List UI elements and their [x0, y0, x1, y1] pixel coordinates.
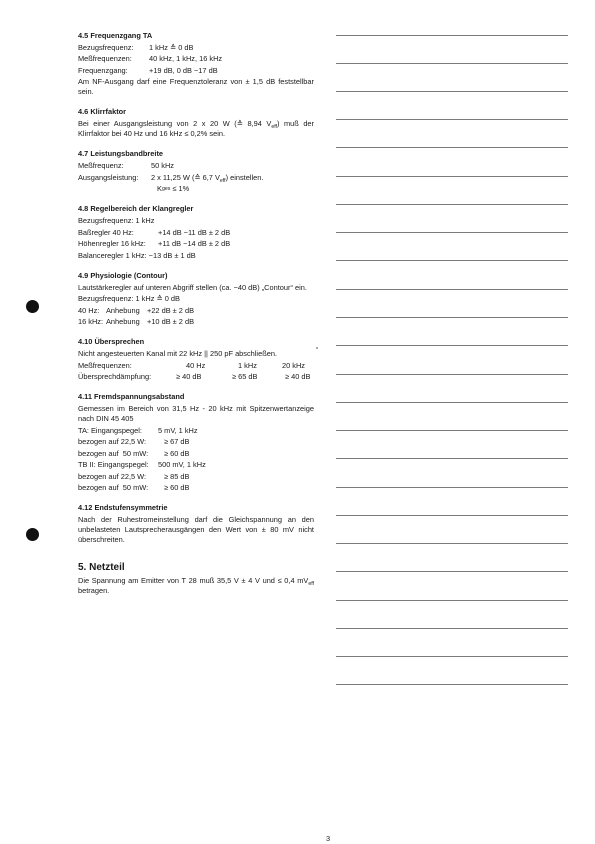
note-line — [336, 684, 568, 685]
value-text: 2 x 11,25 W (≙ 6,7 V — [151, 172, 220, 182]
section-heading: 4.10 Übersprechen — [78, 337, 145, 347]
section-klirrfaktor — [78, 107, 314, 139]
spec-value: ≤ 1% — [172, 184, 190, 194]
spec-value: +22 dB ± 2 dB — [147, 305, 194, 315]
damping-value: ≥ 40 dB — [176, 372, 202, 382]
note-line — [336, 402, 568, 403]
spec-value: +14 dB −11 dB ± 2 dB — [158, 227, 231, 237]
spec-label: Ausgangsleistung: — [78, 172, 139, 182]
paragraph-text: ) muß der Klirrfaktor bei 40 Hz und 16 kHz ≤ 0,2% sein. — [78, 119, 314, 139]
section-frequenzgang-ta — [78, 31, 314, 97]
spec-value: +11 dB −14 dB ± 2 dB — [158, 239, 231, 249]
spec-value: 50 kHz — [151, 161, 175, 171]
paragraph: Nicht angesteuerten Kanal mit 22 kHz || 250 pF abschließen. — [78, 349, 277, 359]
spec-row — [78, 239, 314, 249]
note-line — [336, 515, 568, 516]
note-line — [336, 458, 568, 459]
spec-row — [78, 54, 314, 64]
spec-row — [78, 361, 314, 371]
spec-row — [78, 483, 314, 493]
paragraph-text: Bei einer Ausgangsleistung von 2 x 20 W (≙ 8,94 V — [78, 119, 272, 129]
spec-value: 500 mV, 1 kHz — [158, 460, 206, 470]
section-heading: 4.9 Physiologie (Contour) — [78, 270, 168, 280]
note-line — [336, 204, 568, 205]
section-fremdspannungsabstand — [78, 392, 314, 493]
spec-row — [78, 184, 314, 194]
paragraph: Lautstärkeregler auf unteren Abgriff stellen (ca. −40 dB) „Contour“ ein. — [78, 282, 307, 292]
spec-value: +10 dB ± 2 dB — [147, 317, 194, 327]
note-line — [336, 317, 568, 318]
paragraph — [78, 119, 314, 139]
note-line — [336, 345, 568, 346]
note-line — [336, 628, 568, 629]
spec-value: ≥ 67 dB — [164, 437, 190, 447]
spec-label: bezogen auf 50 mW: — [78, 448, 149, 458]
spec-value: ≥ 85 dB — [164, 471, 190, 481]
section-heading: 4.8 Regelbereich der Klangregler — [78, 204, 194, 214]
note-line — [336, 91, 568, 92]
spec-row — [78, 472, 314, 482]
note-line — [336, 63, 568, 64]
spec-label: Bezugsfrequenz: — [78, 42, 134, 52]
note-line — [336, 600, 568, 601]
spec-label: bezogen auf 22,5 W: — [78, 437, 147, 447]
note-line — [336, 374, 568, 375]
spec-row — [78, 449, 314, 459]
page-number: 3 — [326, 834, 331, 843]
spec-row — [78, 173, 314, 183]
note-line — [336, 35, 568, 36]
spec-row — [78, 437, 314, 447]
spec-row — [78, 317, 314, 327]
damping-value: ≥ 40 dB — [285, 372, 311, 382]
spec-row — [78, 372, 314, 382]
spec-value — [151, 173, 263, 183]
note-line — [336, 571, 568, 572]
paragraph: Gemessen im Bereich von 31,5 Hz - 20 kHz mit Spitzenwertanzeige nach DIN 45 405 — [78, 404, 314, 424]
section-regelbereich — [78, 204, 314, 260]
spec-label: Anhebung — [106, 305, 140, 315]
spec-label: Meßfrequenzen: — [78, 54, 132, 64]
punch-hole-mark — [26, 528, 39, 541]
subscript: eff — [308, 581, 314, 588]
paragraph: Nach der Ruhestromeinstellung darf die Gleichspannung an den unbelasteten Lautsprecherausgängen den Wert von ± 80 mV nicht überschreiten. — [78, 514, 314, 544]
section-endstufensymmetrie — [78, 503, 314, 545]
spec-value: ≥ 60 dB — [164, 448, 190, 458]
spec-label: TB II: Eingangspegel: — [78, 460, 149, 470]
symbol-text: K — [157, 184, 162, 194]
spec-row: Bezugsfrequenz: 1 kHz — [78, 216, 155, 226]
spec-value: +19 dB, 0 dB −17 dB — [149, 65, 218, 75]
punch-hole-mark — [26, 300, 39, 313]
spec-row — [78, 228, 314, 238]
paragraph-text: betragen. — [78, 586, 110, 596]
spec-row — [78, 43, 314, 53]
paragraph — [78, 576, 314, 596]
spec-label: 40 Hz: — [78, 305, 100, 315]
paragraph: Am NF-Ausgang darf eine Frequenztoleranz von ± 1,5 dB feststellbar sein. — [78, 77, 314, 97]
value-text: ) einstellen. — [225, 172, 264, 182]
note-line — [336, 260, 568, 261]
subscript: ges — [161, 186, 171, 193]
spec-row: Balanceregler 1 kHz: −13 dB ± 1 dB — [78, 250, 196, 260]
note-line — [336, 289, 568, 290]
note-line — [336, 487, 568, 488]
spec-label: TA: Eingangspegel: — [78, 425, 142, 435]
spec-label: bezogen auf 50 mW: — [78, 483, 149, 493]
spec-row — [78, 66, 314, 76]
note-line — [336, 119, 568, 120]
spec-label: Baßregler 40 Hz: — [78, 227, 134, 237]
section-physiologie — [78, 271, 314, 327]
spec-label: Übersprechdämpfung: — [78, 372, 152, 382]
spec-label: Höhenregler 16 kHz: — [78, 239, 146, 249]
spec-label: Meßfrequenzen: — [78, 360, 132, 370]
spec-value: ≥ 60 dB — [164, 483, 190, 493]
subscript: eff — [219, 177, 226, 184]
note-line — [336, 176, 568, 177]
damping-value: ≥ 65 dB — [232, 372, 258, 382]
frequency-value: 40 Hz — [186, 360, 206, 370]
section-heading: 4.12 Endstufensymmetrie — [78, 503, 168, 512]
frequency-value: 20 kHz — [282, 360, 306, 370]
frequency-value: 1 kHz — [238, 360, 257, 370]
note-line — [336, 430, 568, 431]
spec-label: Frequenzgang: — [78, 65, 128, 75]
section-netzteil — [78, 561, 314, 597]
section-heading: 4.6 Klirrfaktor — [78, 107, 127, 117]
spec-value: 5 mV, 1 kHz — [158, 425, 198, 435]
paragraph-text: Die Spannung am Emitter von T 28 muß 35,5 V ± 4 V und ≤ 0,4 mV — [78, 576, 309, 586]
spec-label: Meßfrequenz: — [78, 161, 124, 171]
section-leistungsbandbreite — [78, 149, 314, 194]
spec-label: bezogen auf 22,5 W: — [78, 471, 147, 481]
spec-label: 16 kHz: — [78, 317, 104, 327]
spec-row — [78, 426, 314, 436]
section-heading: 5. Netzteil — [78, 561, 125, 573]
note-line — [336, 656, 568, 657]
page-content — [78, 31, 314, 606]
spec-row — [78, 460, 314, 470]
spec-row: Bezugsfrequenz: 1 kHz ≙ 0 dB — [78, 294, 180, 304]
spec-value: 40 kHz, 1 kHz, 16 kHz — [149, 54, 223, 64]
section-heading: 4.7 Leistungsbandbreite — [78, 149, 164, 159]
note-lines — [336, 0, 568, 842]
spec-label: Anhebung — [106, 317, 140, 327]
section-uebersprechen — [78, 337, 314, 382]
section-heading: 4.5 Frequenzgang TA — [78, 31, 153, 40]
spec-row — [78, 306, 314, 316]
speck-mark — [316, 347, 318, 349]
note-line — [336, 543, 568, 544]
subscript: eff — [271, 124, 277, 131]
note-line — [336, 147, 568, 148]
note-line — [336, 232, 568, 233]
spec-value: 1 kHz ≙ 0 dB — [149, 42, 194, 52]
section-heading: 4.11 Fremdspannungsabstand — [78, 392, 185, 402]
spec-row — [78, 161, 314, 171]
